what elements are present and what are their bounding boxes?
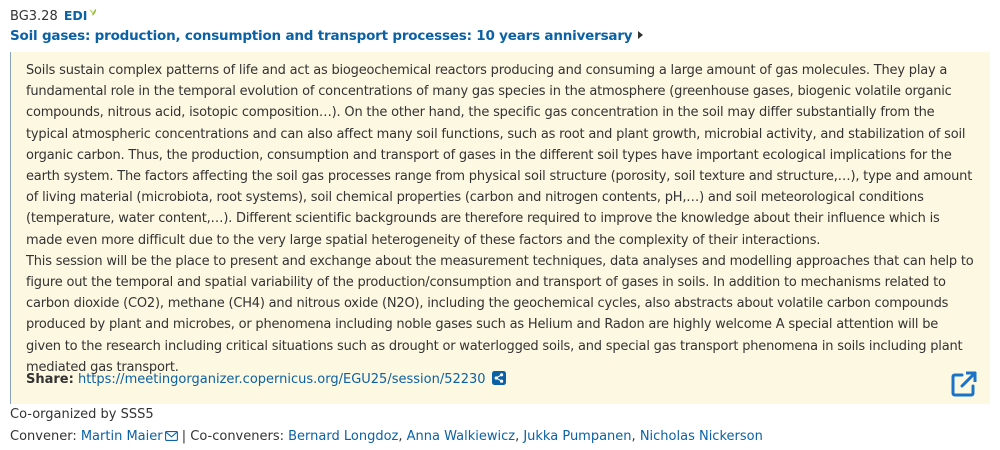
- external-link-icon[interactable]: [950, 370, 978, 398]
- co-convener-link[interactable]: Nicholas Nickerson: [639, 429, 763, 444]
- co-convener-link[interactable]: Anna Walkiewicz: [406, 429, 516, 444]
- coorganized-text: Co-organized by SSS5: [10, 407, 154, 422]
- co-convener-link[interactable]: Bernard Longdoz: [288, 429, 399, 444]
- share-icon[interactable]: [492, 371, 506, 385]
- share-label: Share:: [26, 372, 74, 387]
- share-link[interactable]: https://meetingorganizer.copernicus.org/EGU25/session/52230: [77, 372, 486, 387]
- session-code: BG3.28: [10, 9, 58, 24]
- edi-badge[interactable]: EDI: [63, 8, 88, 23]
- convener-label: Convener:: [10, 429, 77, 444]
- abstract-paragraph-2: This session will be the place to present and exchange about the measurement techniques, data analyses and modelling approaches that can help to figure out the temporal and spatial variability of the production/consumption and transport of gases in soils. In addition to mechanisms related to carbon dioxide (CO2), methane (CH4) and nitrous oxide (N2O), including the geochemical cycles, also abstracts about volatile carbon compounds produced by plant and microbes, or phenomena including noble gases such as Helium and Radon are highly welcome A special attention will be given to the research including critical situations such as drought or waterlogged soils, and special gas transport phenomena in soils including plant mediated gas transport.: [26, 253, 974, 375]
- session-title[interactable]: [10, 28, 643, 44]
- co-convener-link[interactable]: Jukka Pumpanen: [523, 429, 632, 444]
- session-title-text[interactable]: Soil gases: production, consumption and transport processes: 10 years anniversary: [10, 28, 633, 44]
- co-conveners-label: Co-conveners:: [190, 429, 284, 444]
- abstract-box: [10, 52, 990, 404]
- caret-right-icon: [638, 31, 643, 39]
- abstract-paragraph-1: Soils sustain complex patterns of life and act as biogeochemical reactors producing and consuming a large amount of gas molecules. They play a fundamental role in the temporal evolution of concentrations of many gas species in the atmosphere (greenhouse gases, biogenic volatile organic compounds, nitrous acid, isotopic composition…). On the other hand, the specific gas concentration in the soil may differ substantially from the typical atmospheric concentrations and can also affect many soil functions, such as root and plant growth, microbial activity, and stabilization of soil organic carbon. Thus, the production, consumption and transport of gases in the different soil types have important ecological implications for the earth system. The factors affecting the soil gas processes range from physical soil structure (porosity, soil texture and structure,…), type and amount of living material (microbiota, root systems), soil chemical properties (carbon and nitrogen contents, pH,…) and soil meteorological conditions (temperature, water content,…). Different scientific backgrounds are therefore required to improve the knowledge about their influence which is made even more difficult due to the very large spatial heterogeneity of these factors and the complexity of their interactions.: [26, 63, 973, 248]
- session-code-line: [10, 8, 97, 24]
- conveners-line: Convener: Martin Maier | Co-conveners: Bernard Longdoz, Anna Walkiewicz, Jukka Pumpanen, Nicholas Nickerson: [10, 429, 763, 444]
- mail-icon[interactable]: [165, 431, 178, 441]
- leaf-icon: [88, 8, 97, 17]
- convener-link[interactable]: Martin Maier: [80, 429, 163, 444]
- convener-separator: |: [177, 429, 191, 444]
- share-row: [26, 372, 506, 387]
